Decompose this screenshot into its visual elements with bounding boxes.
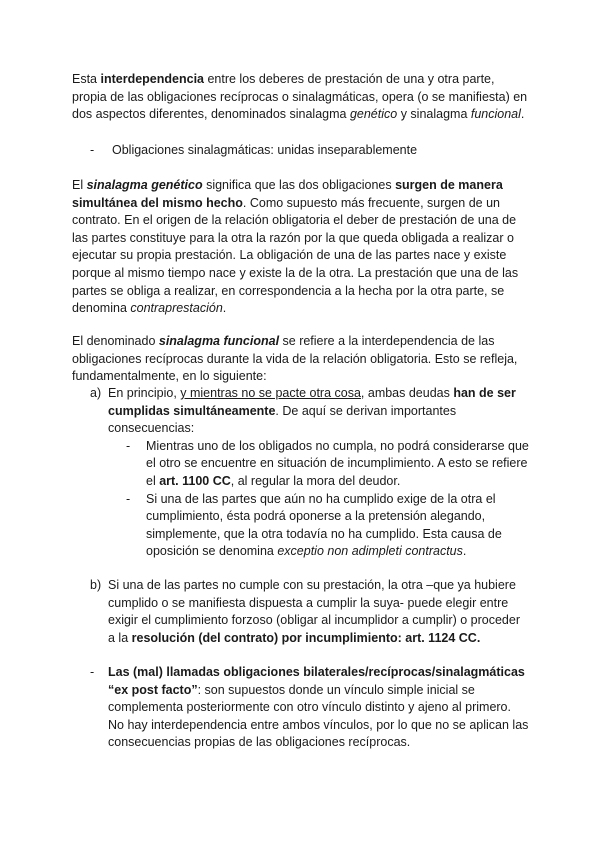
term-contraprestacion: contraprestación <box>130 301 223 316</box>
term-genetico: genético <box>349 107 398 122</box>
bullet-sinalagmaticas <box>90 142 530 160</box>
list-marker: a) <box>90 386 102 400</box>
text-run: , al regular la mora del deudor. <box>230 473 401 488</box>
text-run: , ambas deudas <box>360 386 454 400</box>
text-run: entre los deberes de prestación de una y otra parte, propia de las obligaciones recíprocas o sinalagmáticas, opera (o se manifiesta) en dos aspectos diferentes, denominados sinalagma <box>72 72 528 122</box>
sub-item-exceptio <box>126 491 530 561</box>
dash-marker: - <box>126 438 131 453</box>
sub-item-text <box>146 438 530 491</box>
text-run: : son supuestos donde un vínculo simple inicial se complementa posteriormente con otro vínculo distinto y ajeno al primero. No hay interdependencia entre ambos vínculos, por lo que no se aplican las consecuencias propias de las obligaciones recíprocas. <box>108 682 529 750</box>
term-sinalagma-genetico: sinalagma genético <box>86 178 203 192</box>
list-item-a <box>90 385 530 561</box>
list-item-text <box>108 664 530 752</box>
term-ex-post-facto: Las (mal) llamadas obligaciones bilaterales/recíprocas/sinalagmáticas “ex post facto” <box>108 665 525 697</box>
text-run: se refiere a la interdependencia de las obligaciones recíprocas durante la vida de la relación obligatoria. Esto se refleja, fundamentalmente, en lo siguiente: <box>72 334 518 384</box>
term-cumplidas-simultaneamente: han de ser cumplidas simultáneamente <box>108 386 516 418</box>
sinalagma-genetico-paragraph <box>72 177 528 318</box>
dash-marker: - <box>126 491 131 506</box>
bullet-text: Obligaciones sinalagmáticas: unidas inseparablemente <box>112 143 418 157</box>
term-interdependencia: interdependencia <box>100 72 204 86</box>
underlined-clause: y mientras no se pacte otra cosa <box>180 386 361 400</box>
text-run: Mientras uno de los obligados no cumpla, no podrá considerarse que el otro se encuentre en situación de incumplimiento. A esto se refiere el <box>146 438 529 488</box>
intro-paragraph <box>72 71 528 124</box>
list-item-text <box>108 385 530 438</box>
dash-marker: - <box>90 665 95 679</box>
list-item-b <box>90 577 530 647</box>
sinalagma-funcional-paragraph <box>72 333 528 386</box>
list-item-ex-post-facto <box>90 664 530 752</box>
text-run: Si una de las partes no cumple con su prestación, la otra –que ya hubiere cumplido o se manifiesta dispuesta a cumplir la suya- puede elegir entre exigir el cumplimiento forzoso (obligar al incumplidor a cumplir) o proceder a la <box>108 578 520 645</box>
text-run: Esta <box>72 72 101 86</box>
text-run: Si una de las partes que aún no ha cumplido exige de la otra el cumplimiento, ésta podrá oponerse a la pretensión alegando, simplemente, que la otra todavía no ha cumplido. Esta causa de oposición se denomina <box>146 491 502 559</box>
text-run: . Como supuesto más frecuente, surgen de un contrato. En el origen de la relación obligatoria el deber de prestación de una de las partes constituye para la otra la razón por la que queda obligada a realizar o ejecutar su propia prestación. La obligación de una de las partes nace y existe porque al mismo tiempo nace y existe la de la otra. La prestación que una de las partes se obliga a realizar, en correspondencia a la hecha por la otra parte, se denomina <box>72 195 519 316</box>
text-run: y sinalagma <box>397 107 471 122</box>
term-exceptio: exceptio non adimpleti contractus <box>277 544 463 559</box>
article-ref-1124: resolución (del contrato) por incumplimiento: art. 1124 CC. <box>131 630 481 645</box>
term-funcional: funcional <box>470 107 521 122</box>
text-run: El denominado <box>72 334 159 348</box>
text-run: . De aquí se derivan importantes consecuencias: <box>108 403 457 436</box>
text-run: . <box>222 301 227 316</box>
sub-item-text <box>146 491 530 561</box>
dash-marker: - <box>90 143 95 157</box>
list-marker: b) <box>90 578 102 592</box>
term-sinalagma-funcional: sinalagma funcional <box>158 334 280 348</box>
text-run: . <box>462 544 467 559</box>
sub-item-mora <box>126 438 530 491</box>
text-run: . <box>520 107 525 122</box>
article-ref-1100: art. 1100 CC <box>159 473 231 488</box>
term-surgen-simultanea: surgen de manera simultánea del mismo hecho <box>72 178 503 210</box>
text-run: significa que las dos obligaciones <box>202 178 396 192</box>
text-run: El <box>72 178 87 192</box>
list-item-text <box>108 577 530 647</box>
text-run: En principio, <box>108 386 181 400</box>
